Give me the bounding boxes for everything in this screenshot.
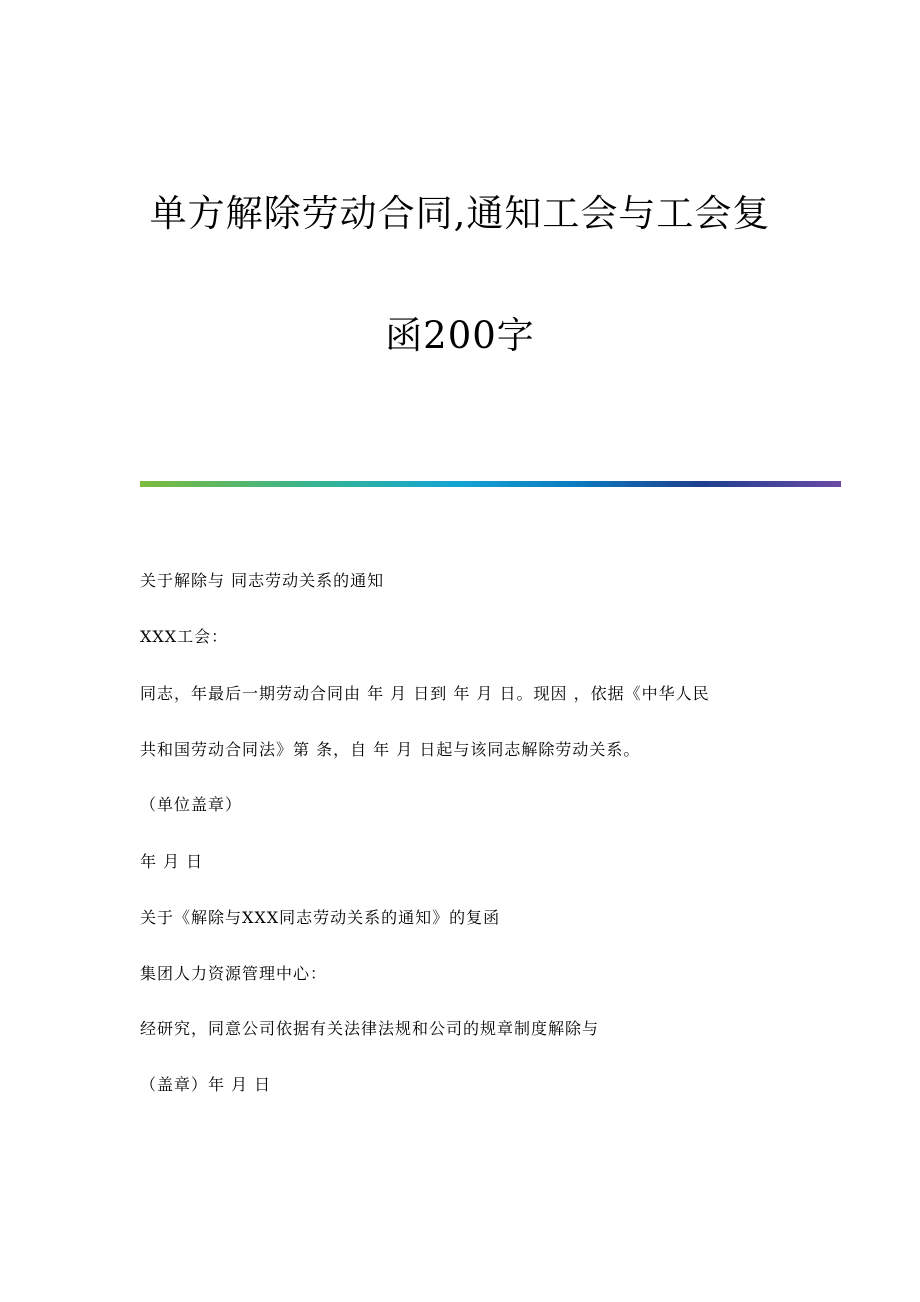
document-title-line-2: 函200字 (385, 314, 535, 357)
document-title-line-1: 单方解除劳动合同,通知工会与工会复 (149, 192, 771, 235)
notice-body-line-1: 同志，年最后一期劳动合同由 年 月 日到 年 月 日。现因 ，依据《中华人民 (140, 684, 710, 703)
reply-seal-date: （盖章）年 月 日 (140, 1075, 272, 1094)
reply-heading: 关于《解除与XXX同志劳动关系的通知》的复函 (140, 908, 501, 927)
notice-seal-label: （单位盖章） (140, 795, 243, 814)
reply-addressee: 集团人力资源管理中心： (140, 964, 328, 983)
notice-body-line-2: 共和国劳动合同法》第 条，自 年 月 日起与该同志解除劳动关系。 (140, 740, 641, 759)
title-divider (140, 481, 841, 487)
notice-addressee: XXX工会： (140, 627, 229, 646)
notice-heading: 关于解除与 同志劳动关系的通知 (140, 571, 385, 590)
notice-date: 年 月 日 (140, 852, 204, 871)
reply-body: 经研究，同意公司依据有关法律法规和公司的规章制度解除与 (140, 1019, 600, 1038)
